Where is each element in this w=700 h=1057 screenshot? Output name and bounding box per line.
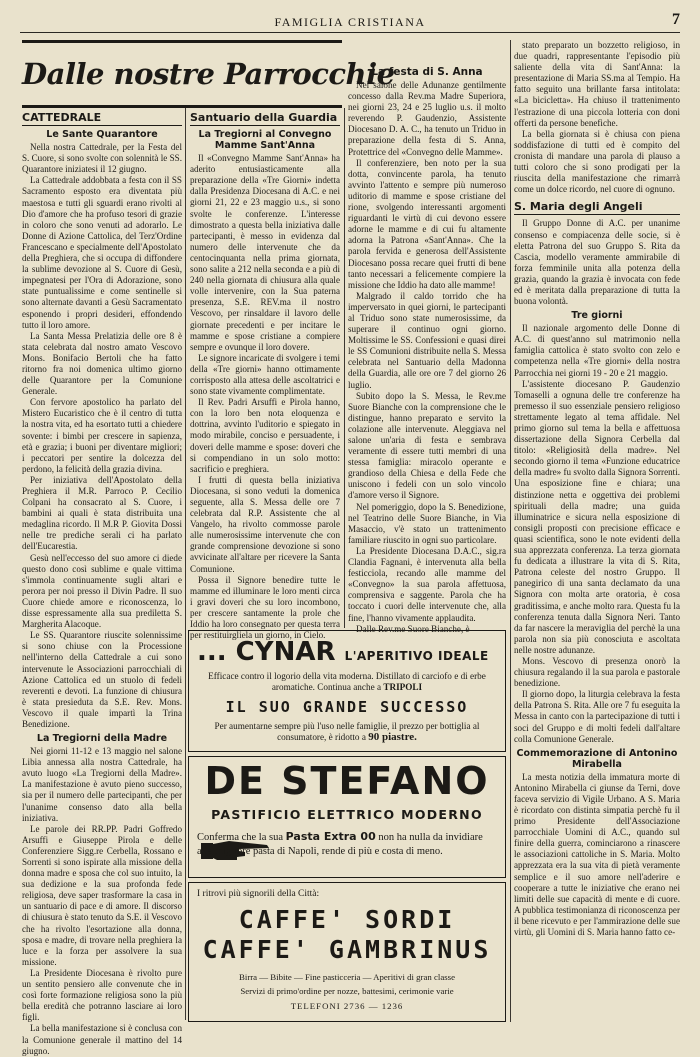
paragraph: Il «Convegno Mamme Sant'Anna» ha aderito entusiasticamente alla preparazione della «Tre Giorni» indetta dalla Presidenza Diocesana di A.C. e nei giorni 21, 22 e 23 maggio u.s., si sono svolte le conferenze. L'interesse dimostrato a questa bella iniziativa dalle partecipanti, è messo in evidenza dal numero delle intervenute che da centocinquanta nella prima giornata, sono salite a 212 nella seconda e a più di 240 nella giornata di chiusura alla quale volle intervenire, con la Sua paterna presenza, S.E. REV.ma il nostro Vescovo, per rinsaldare il lavoro delle giornate precedenti e per incitare le mamme e spose cristiane a compiere sempre e ovunque il loro dovere. (190, 153, 340, 352)
paragraph: La bella giornata si è chiusa con piena soddisfazione di tutti ed è compito del cronista di mandare una parola di plauso a tutti coloro che si sono prodigati per la riuscita della manifestazione che rimarrà come un dolce ricordo, nel cuore di ognuno. (514, 128, 680, 195)
paragraph: Il conferenziere, ben noto per la sua dotta, convincente parola, ha tenuto avvinto l'attento e sempre più numeroso uditorio di mamme e spose cristiane del rione, svolgendo interessanti argomenti riguardanti le virtù di cui devono essere adorne le mamme e di cui fu altamente adorna la Patrona «Sant'Anna». Che la parola fervida e generosa dell'Assistente Diocesano possa recare quei frutti di bene tanto necessari a felicemente compiere la missione che Iddio ha dato alle mamme! (348, 157, 506, 290)
paragraph: Nella nostra Cattedrale, per la Festa del S. Cuore, si sono svolte con solennità le SS. Quarantore iniziatesi il 12 giugno. (22, 142, 182, 175)
paragraph: I frutti di questa bella iniziativa Diocesana, si sono veduti la domenica seguente, alla S. Messa delle ore 7 celebrata dal R.P. Assistente che al Vangelo, ha rivolto commosse parole alle numerosissime intervenute che con grande comprensione devozione si sono avvicinate all'altare per ricevere la Santa Comunione. (190, 474, 340, 574)
caffe-intro: I ritrovi più signorili della Città: (197, 889, 320, 899)
de-stefano-product: Pasta Extra 00 (285, 830, 376, 843)
paragraph: La Presidente Diocesana D.A.C., sig.ra Clandia Fagnani, è intervenuta alla bella festicciola, recando alle mamme del «Convegno» la sua parola affettuosa, comprensiva e saggente. Parola che ha toccato i cuori delle intervenute che, alla fine, l'hanno vivamente applaudita. (348, 545, 506, 623)
column-santuario (190, 110, 340, 641)
column-divider (185, 108, 186, 1020)
column-santa-maria (514, 40, 680, 1022)
paragraph: Nel salone delle Adunanze gentilmente concesso dalla Rev.ma Madre Superiora, nei giorni 23, 24 e 25 luglio u.s. il molto reverendo P. Gaudenzio, Assistente Diocesano D. A. C., ha tenuto un Triduo in preparazione della festa di S. Anna, Protettrice del «Convegno delle Mamme». (348, 80, 506, 157)
paragraph: Le SS. Quarantore riuscite solennissime si sono chiuse con la Processione nell'interno della Cattedrale a cui sono intervenute le Associazioni parrocchiali di Azione Cattolica ed un stuolo di fedeli reverenti e devoti. La funzione di chiusura è stata presieduta da S.E. Rev. Mons. Vescovo il quale impartì la Trina Benedizione. (22, 630, 182, 729)
de-stefano-text-a: Conferma che la sua (197, 832, 284, 843)
cynar-description (197, 671, 497, 693)
paragraph: Gesù nell'eccesso del suo amore ci diede questo dono così sublime e quale vittima s'immola continuamente sugli altari e perora per noi presso il Divin Padre. Il suo Cuore chiede amore e riconoscenza, lo disse espressamente alla sua prediletta S. Margherita Alacoque. (22, 552, 182, 630)
paragraph: Mons. Vescovo di presenza onorò la chiusura regalando il la sua parola e pastorale benedizione. (514, 655, 680, 689)
de-stefano-text (197, 830, 497, 858)
paragraph: Subito dopo la S. Messa, le Rev.me Suore Bianche con la comprensione che le distingue, hanno preparato e servito la colazione alle intervenute. Aleggiava nel salone un'aria di festa e sembrava veramente di essere tutti membri di una stessa famiglia: miracolo operante e grandioso della Chiesa e della Fede che uniscono i fedeli con un solo vincolo d'amore verso il Signore. (348, 390, 506, 501)
paragraph: Possa il Signore benedire tutte le mamme ed illuminare le loro menti circa i gravi doveri che su loro incombono, per crescere santamente la prole che Iddio ha loro consegnato per questa terra per restituirgliela un giorno, in Cielo. (190, 574, 340, 641)
paragraph: Il Gruppo Donne di A.C. per unanime consenso e compiacenza delle socie, si è eletta Patrona del suo Gruppo S. Rita da Cascia, modello veramente ammirabile di forza femminile unita alla potenza della grazia, quando la grazia è invocata con fede ed è meritata dalla preparazione di tutta la buona volontà. (514, 218, 680, 307)
cynar-description-text: Efficace contro il logorio della vita moderna. Distillato di carciofo e di erbe aromatiche. Continua anche a (208, 671, 486, 692)
section-heading-santuario: Santuario della Guardia (190, 112, 340, 126)
cynar-price-description: Per aumentarne sempre più l'uso nelle famiglie, il prezzo per bottiglia al consumatore, è ridotto a (214, 721, 480, 742)
column-divider (510, 40, 511, 1022)
subheading-commemorazione: Commemorazione di Antonino Mirabella (516, 747, 678, 770)
subheading-tregiorni-convegno: La Tregiorni al Convegno Mamme Sant'Anna (198, 129, 332, 152)
cynar-slogan: IL SUO GRANDE SUCCESSO (225, 698, 469, 716)
paragraph: Il nazionale argomento delle Donne di A.C. di quest'anno sul matrimonio nella famiglia cattolica è stato svolto con zelo e competenza nella «Tre giorni» della nostra Parrocchia nei giorni 19 - 20 e 21 maggio. (514, 323, 680, 378)
caffe-names (197, 905, 497, 965)
paragraph: Le parole dei RR.PP. Padri Goffredo Arsuffi e Giuseppe Pirola e delle Conferenziere Sigg.re Cerbella, Rossano e Sorrenti si sono ispirate alla missione della donna madre e sposa che col suo intuito, la sua dedizione e la sua profonda fede religiosa, deve saper trasformare la casa in un santuario di pace e di amore. Il discorso di chiusura è stato tenuto da S.E. il Vescovo che ha rivolto l'esortazione alla donna, sposa e madre, di trovare nella preghiera la luce e la forza per assolvere la sua missione. (22, 823, 182, 967)
subheading-tre-giorni: Tre giorni (571, 310, 623, 322)
page-header (20, 11, 680, 33)
section-heading-santa-maria: S. Maria degli Angeli (514, 201, 680, 215)
caffe-offerings: Birra — Bibite — Fine pasticceria — Aperitivi di gran classe (239, 972, 455, 982)
advert-de-stefano (188, 756, 506, 878)
caffe-gambrinus: CAFFE' GAMBRINUS (202, 935, 492, 964)
de-stefano-subtitle: PASTIFICIO ELETTRICO MODERNO (211, 807, 483, 822)
de-stefano-text-b: non ha nulla da invidiare alla migliore pasta di Napoli, rende di più e costa di meno. (197, 832, 483, 857)
subheading-festa-anna: La festa di S. Anna (371, 66, 483, 78)
paragraph: Con fervore apostolico ha parlato del Mistero Eucaristico che è il centro di tutta la nostra vita, ed ha esortato tutti a chiedere sovente: i bimbi per crescere in sapienza, età e grazia; i buoni per diventare migliori; i peccatori per sentire la dolcezza del perdono, la felicità della grazia divina. (22, 397, 182, 474)
paragraph: Le signore incaricate di svolgere i temi della «Tre giorni» hanno ottimamente corrisposto alla attesa delle ascoltatrici e sono state vivamente complimentate. (190, 352, 340, 397)
section-heading-cattedrale: CATTEDRALE (22, 112, 182, 126)
paragraph: Per iniziativa dell'Apostolato della Preghiera il M.R. Parroco P. Cecilio Colpani ha consacrato al S. Cuore, i bambini ai quali è stata distribuita una medaglina ricordo. Il M.R P. Giovita Dossi nelle tre prediche serali ci ha parlato dell'Eucarestia. (22, 474, 182, 552)
caffe-phone: TELEFONI 2736 — 1236 (290, 1001, 404, 1011)
column-festa-sant-anna (348, 64, 506, 634)
de-stefano-brand: DE STEFANO (204, 759, 490, 803)
paragraph: La Cattedrale addobbata a festa con il SS Sacramento esposto era diventata più maestosa e tutti gli sguardi erano rivolti al Dio d'amore che ha profuso tesori di grazie in coloro che sono venuti ad adorarlo. Le Donne di Azione Cattolica, del Terz'Ordine Francescano e specialmente dell'Apostolato della Preghiera, che si occupa di diffondere la sublime devozione al S. Cuore di Gesù, impegnatesi per l'Ora di Adorazione, sono state puntualissime e come sentinelle si sono alternate davanti a Gesù Sacramentato esponendo i propri desideri, effondendo tutto il loro amore. (22, 175, 182, 330)
advert-cynar (188, 630, 506, 752)
page-title: Dalle nostre Parrocchie (22, 40, 342, 108)
paragraph: Il Rev. Padri Arsuffi e Pirola hanno, con la loro ben nota eloquenza e dottrina, avvinto l'uditorio e spiegato in modo mirabile, conciso e persuadente, i doveri delle mamme e spose: doveri che si compendiano in un solo motto: sacrificio e preghiera. (190, 397, 340, 474)
page-number: 7 (672, 11, 680, 28)
paragraph: La Santa Messa Prelatizia delle ore 8 è stata celebrata dal nostro amato Vescovo Mons. Bonifacio Bertoli che ha fatto ritorno fra noi domenica ultimo giorno delle Quarantore per la Comunione Generale. (22, 330, 182, 397)
paragraph: Nel pomeriggio, dopo la S. Benedizione, nel Teatrino delle Suore Bianche, in Via Masaccio, v'è stato un trattenimento familiare riuscito in ogni suo particolare. (348, 501, 506, 545)
paragraph: L'assistente diocesano P. Gaudenzio Tomaselli a ognuna delle tre conferenze ha premesso il suo essenziale pensiero religioso strettamente legato al tema affidale. Nel primo giorno sul tema la bella e affettuosa dissertazione della Signora Cerbella dal titolo: «Religiosità della madre». Nel secondo giorno il tema «Funzione educatrice della madre» fu svolto dalla Signora Sorrenti. Una esposizione fine e chiara; una distinzione netta e oggettiva dei problemi spirituali della madre; una guida illuminatrice e sicura nella esposizione di consigli proposti con precisione efficace e quasi scientifica, sono le note evidenti della sua apprezzata conferenza. La terza giornata fu dedicata a illustrare la vita di S. Rita, Patrona celeste del nostro Gruppo. Il panegirico di una santa declamato da una Signora con molta arte oratoria, è cosa graditissima, e anche molto rara. Questa fu la conferenza tenuta dalla Signora Neri. Tanto da far nascere la meraviglia del perchè la una parola non sia più conosciuta e ascoltata nelle nostre adunanze. (514, 378, 680, 655)
paragraph: stato preparato un bozzetto religioso, in due quadri, rappresentante l'episodio più saliente della vita di Sant'Anna: la presentazione di Maria SS.ma al Tempio. Ha fatto seguito una brillante farsa intitolata: «La bicicletta». Ha chiuso il trattenimento l'estrazione di una piccola lotteria con doni offerti da persone benefiche. (514, 40, 680, 128)
caffe-services: Servizi di primo'ordine per nozze, battesimi, cerimonie varie (240, 986, 454, 996)
magazine-name: FAMIGLIA CRISTIANA (274, 15, 426, 29)
subheading-quarantore: Le Sante Quarantore (46, 129, 158, 141)
subheading-tregiorni-madre: La Tregiorni della Madre (36, 733, 168, 745)
cynar-tagline: L'APERITIVO IDEALE (344, 649, 489, 663)
cynar-place: TRIPOLI (383, 682, 423, 692)
paragraph: Malgrado il caldo torrido che ha imperversato in quei giorni, le partecipanti al Triduo sono state numerosissime, da superare il continuo ogni giorno. Moltissime le SS. Confessioni e quasi direi le SS Comunioni distribuite nella S. Messa celebrata nel Santuario della Madonna della Guardia, alle ore ore 7 del giorno 26 luglio. (348, 290, 506, 390)
paragraph: La Presidente Diocesana è rivolto pure un sentito pensiero alle convenute che in così forte formazione religiosa sono la più bella eredità che potranno lasciare ai loro figli. (22, 967, 182, 1023)
advert-caffe (188, 882, 506, 1022)
cynar-price: 90 piastre. (368, 731, 417, 743)
column-divider (344, 108, 345, 628)
paragraph: Dalle Rev.me Suore Bianche, è (356, 623, 470, 634)
paragraph: Nei giorni 11-12 e 13 maggio nel salone Libia annessa alla nostra Cattedrale, ha avuto luogo «La Tregiorni della Madre». La manifestazione è avuto pieno successo, sia per il numero delle partecipanti, che per l'unanime consenso dato alla bella iniziativa. (22, 746, 182, 823)
cynar-brand-line (197, 637, 497, 667)
paragraph: Il giorno dopo, la liturgia celebrava la festa della Patrona S. Rita. Alle ore 7 fu eseguita la Messa in canto con la partecipazione di tutti i soci del Gruppo e di molti fedeli dall'altare colla Comunione Generale. (514, 689, 680, 744)
cynar-price-text (197, 721, 497, 743)
paragraph: La bella manifestazione si è conclusa con la Comunione generale il mattino del 14 giugno. (22, 1023, 182, 1056)
caffe-sordi: CAFFE' SORDI (238, 905, 456, 934)
column-cattedrale (22, 110, 182, 1056)
cynar-brand: ... CYNAR (197, 637, 336, 667)
paragraph: La mesta notizia della immatura morte di Antonino Mirabella ci giunse da Terni, dove faceva servizio di Vigile Urbano. A S. Maria è ricordato con distinta simpatia perchè fu il primo Presidente dell'Associazione parrocchiale Uomini di A.C., quando sul finire della guerra, cominciarono a rinascere le associazioni cattoliche in S. Maria. Molto apprezzata era la sua vita di pietà veramente semplice e il suo amore nell'aderire e cooperare a tutte le iniziative che erano nei limiti delle sue capacità di mente e di cuore. A pubblica testimonianza di riconoscenza per il bene ricevuto e per l'ammirazione delle sue virtù, gli Uomini di S. Maria hanno fatto ce- (514, 771, 680, 938)
